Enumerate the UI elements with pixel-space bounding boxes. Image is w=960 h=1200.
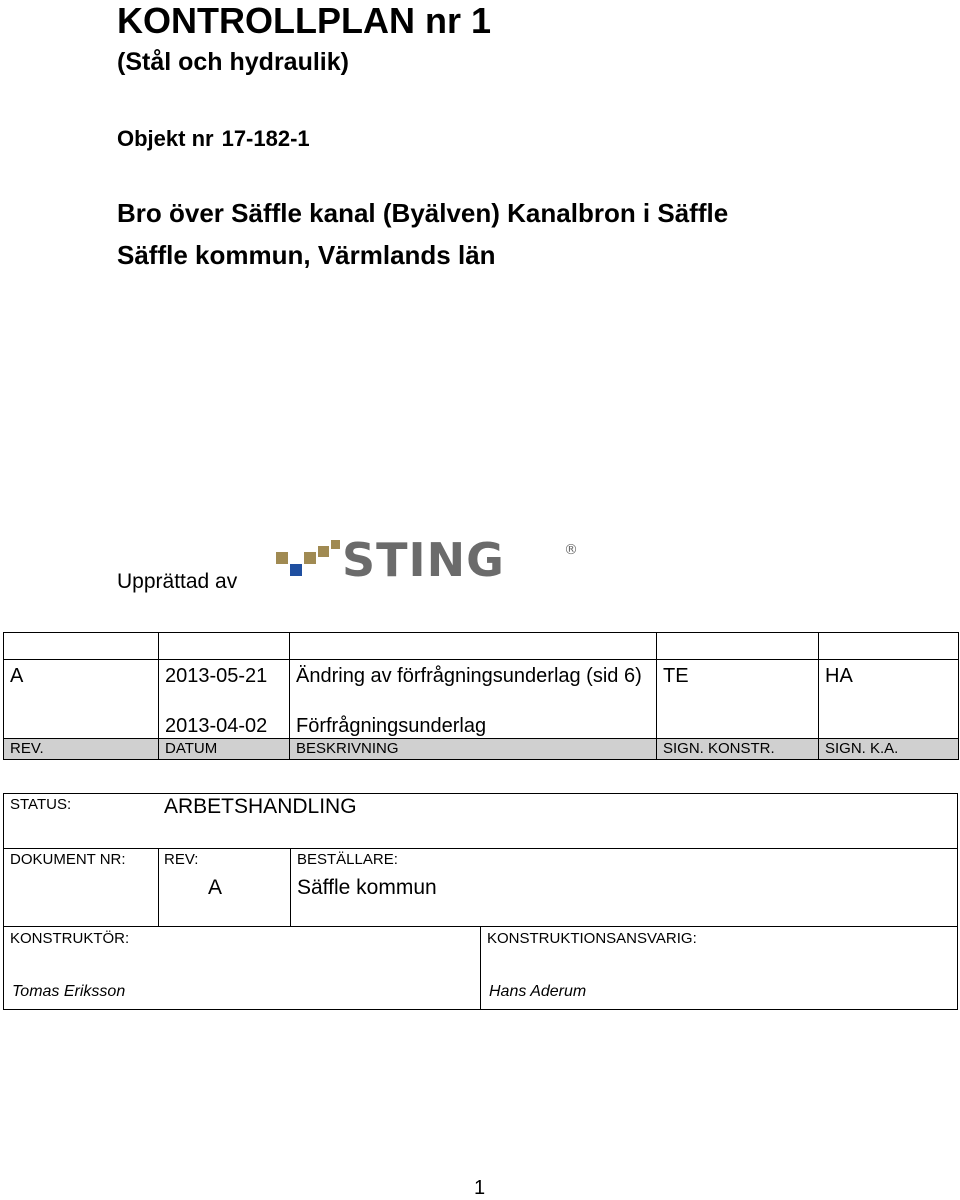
logo-wordmark: STING bbox=[342, 534, 505, 584]
header-description: BESKRIVNING bbox=[290, 739, 657, 760]
revision-row bbox=[4, 660, 959, 715]
cell bbox=[159, 633, 290, 660]
responsible-label: KONSTRUKTIONSANSVARIG: bbox=[487, 930, 697, 947]
revision-sign-ka bbox=[819, 714, 959, 739]
cell bbox=[290, 633, 657, 660]
designer-label: KONSTRUKTÖR: bbox=[10, 930, 130, 947]
header-rev: REV. bbox=[4, 739, 159, 760]
people-box bbox=[3, 926, 958, 1010]
revision-rev bbox=[4, 714, 159, 739]
cell bbox=[4, 633, 159, 660]
revision-label: REV: bbox=[164, 851, 199, 868]
header-date: DATUM bbox=[159, 739, 290, 760]
revision-row bbox=[4, 714, 959, 739]
cell bbox=[819, 633, 959, 660]
revision-sign-konstr: TE bbox=[657, 660, 819, 715]
document-subtitle: (Stål och hydraulik) bbox=[117, 48, 349, 76]
designer-name: Tomas Eriksson bbox=[12, 983, 126, 1000]
revision-description: Förfrågningsunderlag bbox=[290, 714, 657, 739]
revision-date: 2013-04-02 bbox=[159, 714, 290, 739]
object-label: Objekt nr bbox=[117, 126, 214, 151]
revision-sign-konstr bbox=[657, 714, 819, 739]
object-number-line bbox=[117, 126, 310, 152]
status-value: ARBETSHANDLING bbox=[164, 795, 357, 818]
revision-table bbox=[3, 632, 959, 760]
page-number: 1 bbox=[474, 1177, 486, 1199]
client-value: Säffle kommun bbox=[297, 876, 437, 899]
prepared-by-label: Upprättad av bbox=[117, 570, 238, 593]
project-title-line2: Säffle kommun, Värmlands län bbox=[117, 240, 496, 270]
document-number-label: DOKUMENT NR: bbox=[10, 851, 126, 868]
divider bbox=[158, 849, 159, 926]
header-sign-ka: SIGN. K.A. bbox=[819, 739, 959, 760]
cell bbox=[657, 633, 819, 660]
document-info-box bbox=[3, 848, 958, 927]
project-title-line1: Bro över Säffle kanal (Byälven) Kanalbron i Säffle bbox=[117, 198, 729, 228]
revision-header-row bbox=[4, 739, 959, 760]
revision-rev: A bbox=[4, 660, 159, 715]
status-label: STATUS: bbox=[10, 796, 72, 813]
client-label: BESTÄLLARE: bbox=[297, 851, 398, 868]
document-title: KONTROLLPLAN nr 1 bbox=[117, 0, 491, 41]
revision-date: 2013-05-21 bbox=[159, 660, 290, 715]
logo-registered-mark: ® bbox=[564, 542, 578, 558]
revision-description: Ändring av förfrågningsunderlag (sid 6) bbox=[290, 660, 657, 715]
logo-checker-icon bbox=[276, 540, 340, 576]
divider bbox=[480, 927, 481, 1009]
object-number: 17-182-1 bbox=[221, 126, 310, 151]
revision-value: A bbox=[208, 876, 223, 899]
status-box bbox=[3, 793, 958, 849]
revision-sign-ka: HA bbox=[819, 660, 959, 715]
revision-empty-row bbox=[4, 633, 959, 660]
header-sign-konstr: SIGN. KONSTR. bbox=[657, 739, 819, 760]
divider bbox=[290, 849, 291, 926]
sting-logo bbox=[274, 534, 584, 584]
responsible-name: Hans Aderum bbox=[489, 983, 587, 1000]
